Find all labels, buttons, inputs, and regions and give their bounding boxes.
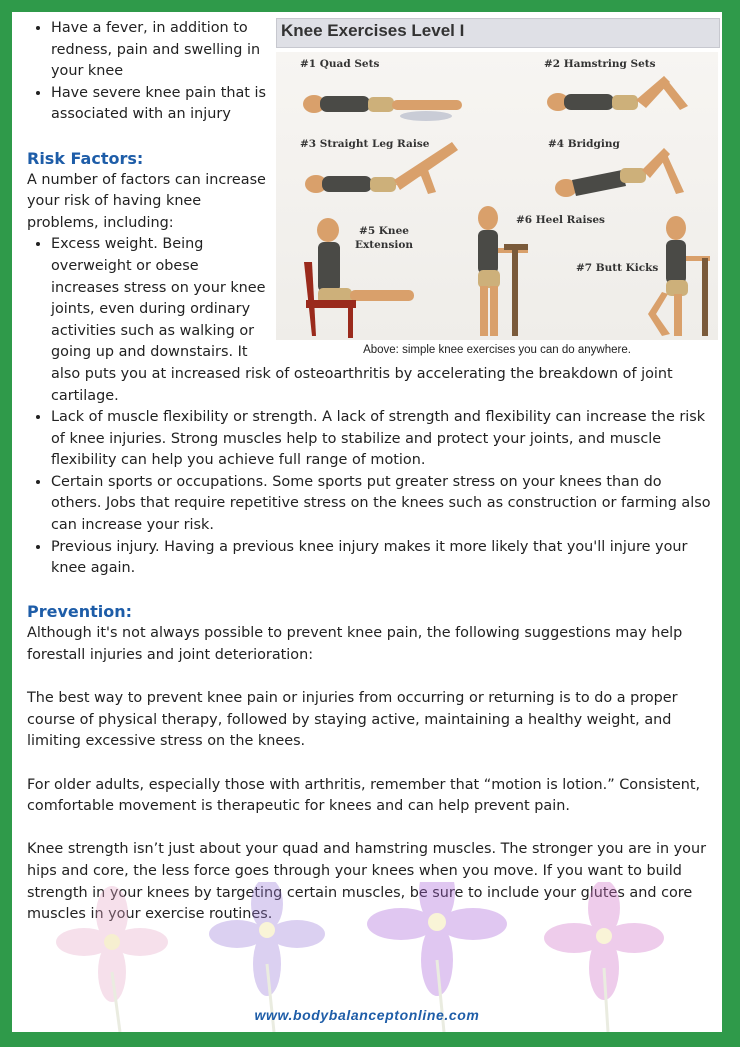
list-item: • Certain sports or occupations. Some sports put greater stress on your knees than do others. Jobs that require repetitive stress on the knees such as construction or farming also can increase your risk. [51,472,712,537]
exercise-label-3: #3 Straight Leg Raise [300,138,430,150]
figure-title-bar [276,18,720,48]
prevention-paragraph-4: Knee strength isn’t just about your quad and hamstring muscles. The stronger you are in your hips and core, the less force goes through your knees when you move. If you want to build strength in your knees by targeting certain muscles, be sure to include your glutes and core muscles in your exercise routines. [27,841,707,923]
knee-exercises-figure [276,18,722,355]
list-item: • Have severe knee pain that is associated with an injury [51,83,712,126]
exercise-label-7: #7 Butt Kicks [576,262,659,274]
risk-factors-heading: Risk Factors: [27,148,144,168]
hamstring-sets-figure [547,76,688,111]
exercise-label-5: #5 Knee Extension [355,225,413,251]
exercise-label-6: #6 Heel Raises [516,214,605,226]
figure-caption: Above: simple knee exercises you can do anywhere. [363,344,631,356]
prevention-heading: Prevention: [27,602,133,622]
list-item: • Excess weight. Being overweight or obese increases stress on your knee joints, even during ordinary activities such as walking or going up and downstairs. It also puts you at increased risk of osteoarthritis by accelerating the breakdown of joint cartilage. [51,234,712,407]
exercise-label-4: #4 Bridging [548,138,620,150]
main-content [27,18,712,926]
footer-website-link[interactable]: www.bodybalanceptonline.com [254,1007,480,1023]
exercise-label-1: #1 Quad Sets [300,58,380,70]
document-page [12,12,722,1032]
list-item: • Have a fever, in addition to redness, pain and swelling in your knee [51,18,712,83]
exercise-figures-illustration [276,52,718,340]
quad-sets-figure [303,95,462,121]
prevention-paragraph-3: For older adults, especially those with arthritis, remember that “motion is lotion.” Consistent, comfortable movement is therapeutic for knees and can help prevent pain. [27,776,701,815]
risk-factors-intro: A number of factors can increase your risk of having knee problems, including: [27,171,266,231]
figure-title: Knee Exercises Level I [281,21,465,40]
exercise-label-2: #2 Hamstring Sets [544,58,656,70]
prevention-paragraph-2: The best way to prevent knee pain or injuries from occurring or returning is to do a proper course of physical therapy, followed by staying active, maintaining a healthy weight, and limiting excessive stress on the knees. [27,690,678,750]
prevention-paragraph-1: Although it's not always possible to prevent knee pain, the following suggestions may help forestall injuries and joint deterioration: [27,625,683,664]
list-item: • Lack of muscle flexibility or strength. A lack of strength and flexibility can increase the risk of knee injuries. Strong muscles help to stabilize and protect your joints, and muscle flexibility can help you achieve full range of motion. [51,407,712,472]
list-item: • Previous injury. Having a previous knee injury makes it more likely that you'll injure your knee again. [51,537,712,580]
exercise-illustrations [276,52,718,340]
